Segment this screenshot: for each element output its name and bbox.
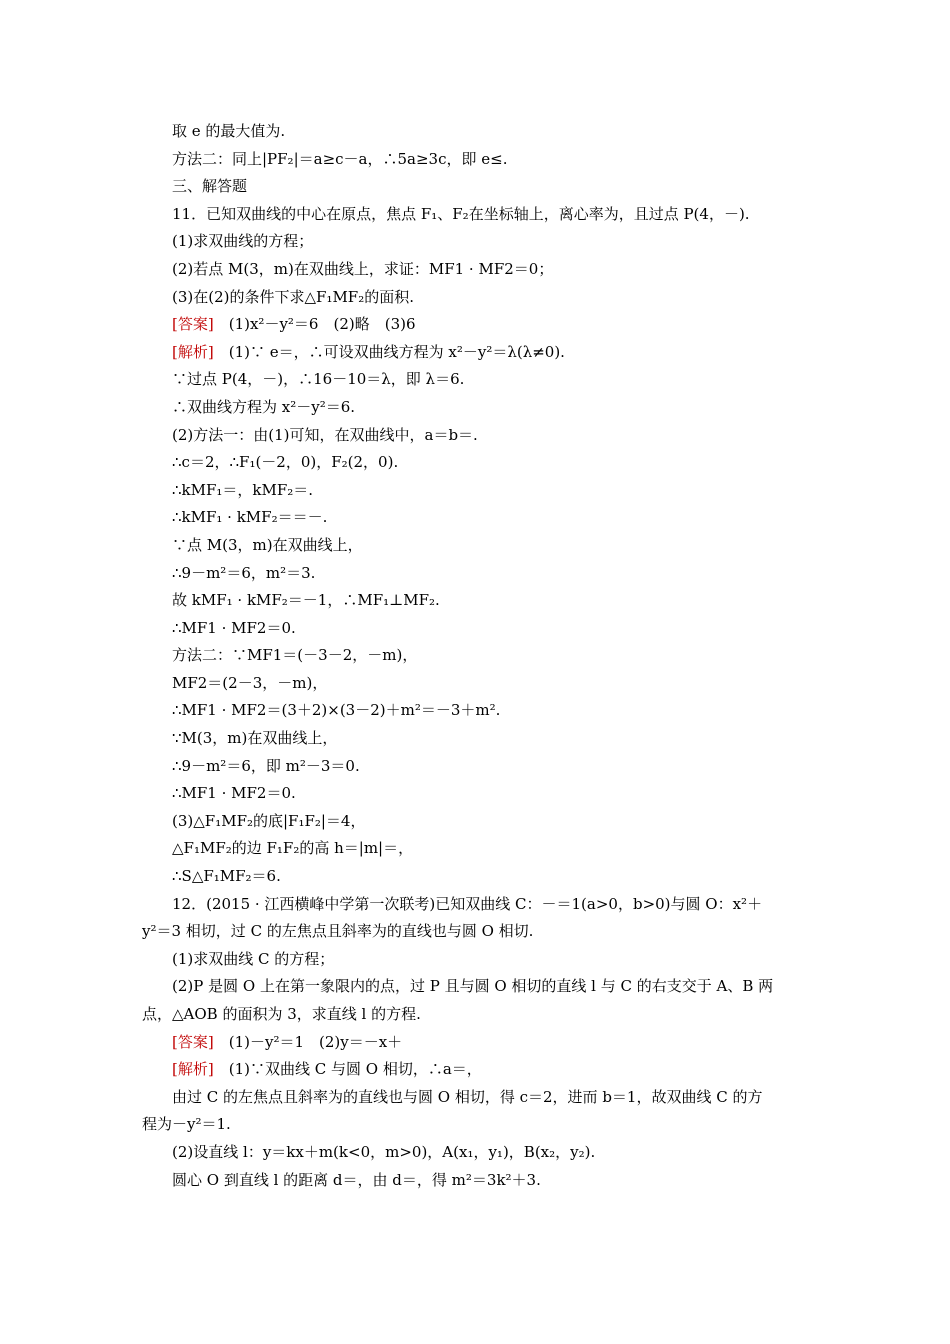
line-text: ∴9－m²＝6，即 m²－3＝0. xyxy=(172,756,360,775)
text-line xyxy=(142,146,812,174)
line-text: (2)设直线 l：y＝kx＋m(k<0，m>0)，A(x₁，y₁)，B(x₂，y₂). xyxy=(172,1142,596,1161)
line-text: ∴9－m²＝6，m²＝3. xyxy=(172,563,316,582)
line-text: ∴S△F₁MF₂＝6. xyxy=(172,867,281,886)
label-tag: [解析] xyxy=(172,1060,214,1079)
line-text: 故 kMF₁ · kMF₂＝－1，∴MF₁⊥MF₂. xyxy=(172,591,440,610)
text-line xyxy=(142,228,812,256)
line-text: (3)在(2)的条件下求△F₁MF₂的面积. xyxy=(172,287,415,306)
line-text: ∴双曲线方程为 x²－y²＝6. xyxy=(172,397,356,416)
text-line xyxy=(142,477,812,505)
text-line xyxy=(142,642,812,670)
line-text: (1)∵双曲线 C 与圆 O 相切，∴a＝， xyxy=(213,1060,482,1079)
text-line xyxy=(142,670,812,698)
text-line xyxy=(142,753,812,781)
line-text: (1)求双曲线的方程； xyxy=(172,232,314,251)
line-text: 圆心 O 到直线 l 的距离 d＝，由 d＝，得 m²＝3k²＋3. xyxy=(172,1170,541,1189)
text-line xyxy=(142,532,812,560)
line-text: (2)P 是圆 O 上在第一象限内的点，过 P 且与圆 O 相切的直线 l 与 C 的右支交于 A、B 两 xyxy=(172,977,774,996)
text-line xyxy=(142,394,812,422)
line-text: △F₁MF₂的边 F₁F₂的高 h＝|m|＝， xyxy=(172,839,414,858)
line-text: ∵M(3，m)在双曲线上， xyxy=(172,729,338,748)
line-text: 由过 C 的左焦点且斜率为的直线也与圆 O 相切，得 c＝2，进而 b＝1，故双曲线 C 的方 xyxy=(172,1087,763,1106)
line-text: MF2＝(2－3，－m)， xyxy=(172,673,328,692)
text-line xyxy=(142,780,812,808)
text-line xyxy=(142,173,812,201)
line-text: (1)－y²＝1 (2)y＝－x＋ xyxy=(213,1032,403,1051)
line-text: 程为－y²＝1. xyxy=(142,1115,231,1134)
line-text: ∴kMF₁ · kMF₂＝＝－. xyxy=(172,508,328,527)
line-text: 三、解答题 xyxy=(172,177,248,196)
text-line xyxy=(142,1001,812,1029)
text-line xyxy=(142,1029,812,1057)
text-line xyxy=(142,615,812,643)
text-line xyxy=(142,863,812,891)
text-line xyxy=(142,284,812,312)
text-line xyxy=(142,311,812,339)
text-line xyxy=(142,1167,812,1195)
line-text: 点，△AOB 的面积为 3，求直线 l 的方程. xyxy=(142,1005,421,1023)
line-text: ∴MF1 · MF2＝0. xyxy=(172,784,296,803)
line-text: 取 e 的最大值为. xyxy=(172,122,286,140)
label-tag: [答案] xyxy=(172,1032,214,1051)
text-line xyxy=(142,1139,812,1167)
line-text: 方法二：同上|PF₂|＝a≥c－a，∴5a≥3c，即 e≤. xyxy=(172,149,508,168)
document-body xyxy=(142,118,812,1194)
line-text: (1)x²－y²＝6 (2)略 (3)6 xyxy=(213,315,416,334)
line-text: ∴c＝2，∴F₁(－2，0)，F₂(2，0). xyxy=(172,453,399,472)
text-line xyxy=(142,449,812,477)
line-text: 方法二：∵MF1＝(－3－2，－m)， xyxy=(172,646,418,665)
text-line xyxy=(142,201,812,229)
line-text: 12．(2015 · 江西横峰中学第一次联考)已知双曲线 C：－＝1(a>0，b>0)与圆 O：x²＋ xyxy=(172,894,763,913)
text-line xyxy=(142,973,812,1001)
text-line xyxy=(142,587,812,615)
text-line xyxy=(142,946,812,974)
label-tag: [答案] xyxy=(172,315,214,334)
line-text: (3)△F₁MF₂的底|F₁F₂|＝4， xyxy=(172,811,366,830)
text-line xyxy=(142,504,812,532)
text-line xyxy=(142,808,812,836)
line-text: ∵点 M(3，m)在双曲线上， xyxy=(172,535,363,554)
label-tag: [解析] xyxy=(172,342,214,361)
line-text: ∴MF1 · MF2＝0. xyxy=(172,618,296,637)
line-text: ∴MF1 · MF2＝(3＋2)×(3－2)＋m²＝－3＋m². xyxy=(172,701,501,720)
text-line xyxy=(142,1084,812,1112)
line-text: ∵过点 P(4，－)，∴16－10＝λ，即 λ＝6. xyxy=(172,370,465,389)
text-line xyxy=(142,339,812,367)
text-line xyxy=(142,366,812,394)
line-text: 11．已知双曲线的中心在原点，焦点 F₁、F₂在坐标轴上，离心率为，且过点 P(4，－). xyxy=(172,204,750,223)
text-line xyxy=(142,891,812,919)
line-text: (1)∵ e＝，∴可设双曲线方程为 x²－y²＝λ(λ≠0). xyxy=(213,342,565,361)
line-text: (2)方法一：由(1)可知，在双曲线中，a＝b＝. xyxy=(172,425,478,444)
line-text: ∴kMF₁＝，kMF₂＝. xyxy=(172,480,314,499)
line-text: (1)求双曲线 C 的方程； xyxy=(172,949,335,968)
text-line xyxy=(142,422,812,450)
text-line xyxy=(142,118,812,146)
text-line xyxy=(142,256,812,284)
text-line xyxy=(142,835,812,863)
text-line xyxy=(142,560,812,588)
line-text: (2)若点 M(3，m)在双曲线上，求证：MF1 · MF2＝0； xyxy=(172,259,554,278)
text-line xyxy=(142,725,812,753)
text-line xyxy=(142,918,812,946)
text-line xyxy=(142,1056,812,1084)
line-text: y²＝3 相切，过 C 的左焦点且斜率为的直线也与圆 O 相切. xyxy=(142,922,534,941)
text-line xyxy=(142,1111,812,1139)
text-line xyxy=(142,697,812,725)
